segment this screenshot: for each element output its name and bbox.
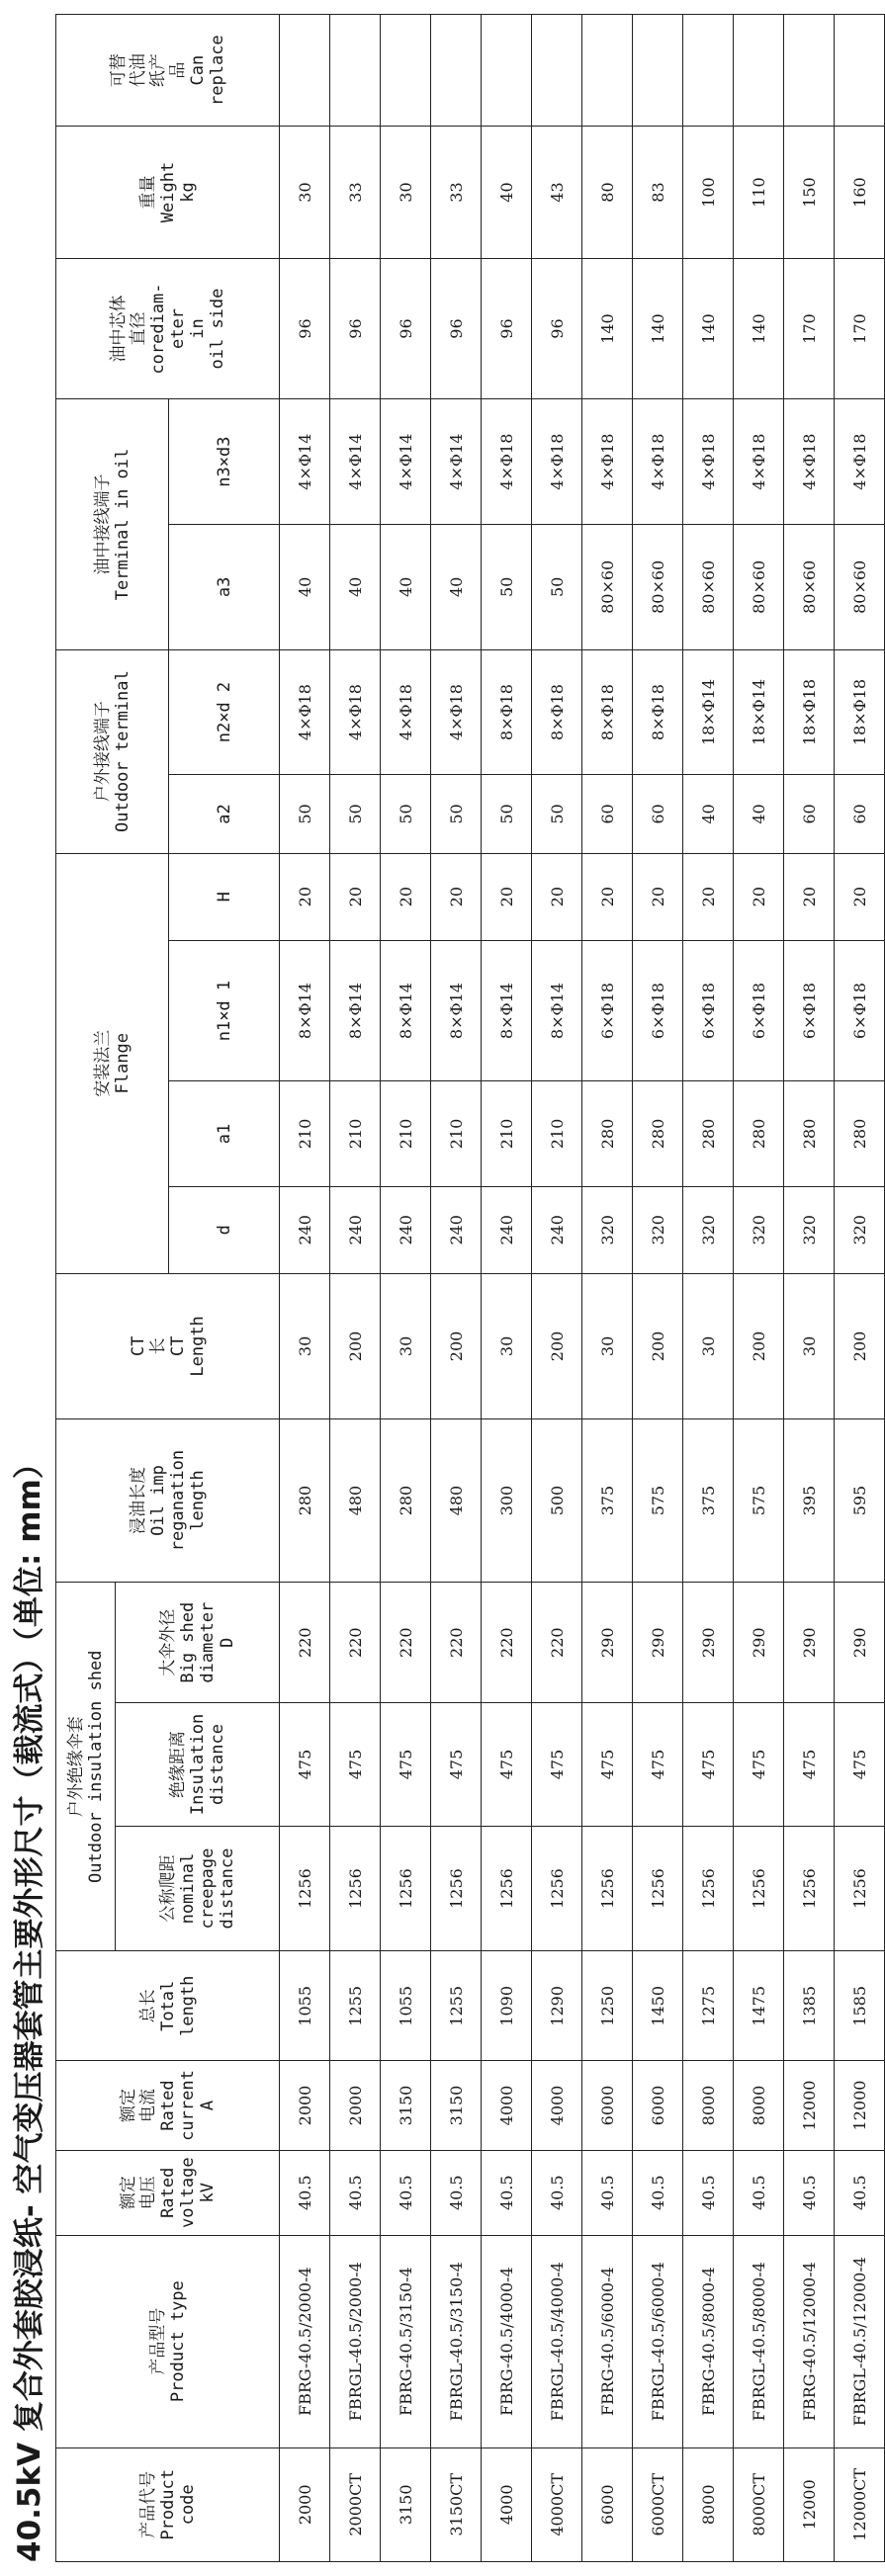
table-cell: 320 (683, 1186, 734, 1273)
table-cell: 6×Φ18 (633, 940, 683, 1081)
table-cell: 375 (582, 1418, 633, 1582)
table-cell: 220 (330, 1583, 381, 1703)
table-cell: 12000 (784, 2447, 835, 2561)
table-cell: 1255 (330, 1951, 381, 2061)
table-cell: 4×Φ14 (431, 399, 482, 525)
header-rated-voltage: 额定 电压 Rated voltage kV (56, 2150, 280, 2235)
table-cell: 1090 (482, 1951, 532, 2061)
table-cell: 6×Φ18 (734, 940, 784, 1081)
table-cell: 4×Φ18 (633, 399, 683, 525)
bushing-spec-table (55, 14, 885, 2562)
header-big-shed: 大伞外径 Big shed diameter D (116, 1583, 280, 1703)
table-cell: 1255 (431, 1951, 482, 2061)
table-cell (482, 15, 532, 127)
table-cell: 4×Φ18 (532, 399, 582, 525)
table-cell: 140 (582, 258, 633, 399)
table-cell: 4×Φ18 (381, 649, 431, 775)
table-cell: 1055 (280, 1951, 330, 2061)
table-cell: 3150CT (431, 2447, 482, 2561)
table-cell: 96 (532, 258, 582, 399)
table-cell: 4×Φ18 (784, 399, 835, 525)
table-cell: 80 (582, 127, 633, 258)
table-row (633, 15, 683, 2562)
table-cell: 8×Φ14 (280, 940, 330, 1081)
table-cell: 240 (280, 1186, 330, 1273)
table-cell: 280 (381, 1418, 431, 1582)
table-cell: 50 (280, 775, 330, 853)
table-cell: 8×Φ18 (482, 649, 532, 775)
table-cell: 475 (835, 1703, 885, 1826)
table-cell: 40.5 (683, 2150, 734, 2235)
header-flange-d: d (169, 1186, 280, 1273)
table-cell: 475 (280, 1703, 330, 1826)
table-cell: 20 (784, 853, 835, 940)
table-row (835, 15, 885, 2562)
table-cell (431, 15, 482, 127)
table-cell: 280 (835, 1081, 885, 1186)
header-creepage: 公称爬距 nominal creepage distance (116, 1826, 280, 1951)
table-cell: 1450 (633, 1951, 683, 2061)
table-cell: 2000 (330, 2061, 381, 2150)
table-cell (280, 15, 330, 127)
table-cell: 80×60 (835, 525, 885, 650)
table-cell: 210 (431, 1081, 482, 1186)
table-cell: 20 (431, 853, 482, 940)
table-cell: 4×Φ18 (482, 399, 532, 525)
table-cell: 20 (734, 853, 784, 940)
table-cell: 40.5 (734, 2150, 784, 2235)
table-cell: 50 (532, 525, 582, 650)
table-cell: 100 (683, 127, 734, 258)
table-cell: 140 (683, 258, 734, 399)
table-cell (784, 15, 835, 127)
table-cell: 2000CT (330, 2447, 381, 2561)
table-cell: 50 (482, 525, 532, 650)
table-cell: 220 (532, 1583, 582, 1703)
table-cell: 4×Φ18 (582, 399, 633, 525)
table-cell: 1055 (381, 1951, 431, 2061)
header-oil-terminal: 油中接线端子 Terminal in oil (56, 399, 169, 649)
header-outdoor-n2d2: n2×d 2 (169, 649, 280, 775)
table-cell: 8×Φ18 (633, 649, 683, 775)
table-cell: 8×Φ18 (582, 649, 633, 775)
table-cell: 290 (582, 1583, 633, 1703)
table-cell: 475 (582, 1703, 633, 1826)
table-cell: 8×Φ14 (381, 940, 431, 1081)
table-cell: 1256 (280, 1826, 330, 1951)
table-cell: 80×60 (582, 525, 633, 650)
table-cell: 4×Φ14 (280, 399, 330, 525)
table-cell (330, 15, 381, 127)
table-cell: 1256 (431, 1826, 482, 1951)
table-cell: FBRG-40.5/3150-4 (381, 2235, 431, 2447)
table-cell: 18×Φ14 (734, 649, 784, 775)
table-cell: 18×Φ18 (784, 649, 835, 775)
table-cell: 1256 (582, 1826, 633, 1951)
table-cell: 575 (633, 1418, 683, 1582)
table-cell: FBRGL-40.5/6000-4 (633, 2235, 683, 2447)
page-title: 40.5kV 复合外套胶浸纸- 空气变压器套管主要外形尺寸（载流式）（单位: mm） (12, 1448, 47, 2562)
table-cell: 475 (330, 1703, 381, 1826)
table-cell: 30 (784, 1273, 835, 1418)
table-cell: 6000 (582, 2061, 633, 2150)
table-cell: 20 (532, 853, 582, 940)
table-row (381, 15, 431, 2562)
table-cell: 30 (683, 1273, 734, 1418)
table-cell: 1256 (835, 1826, 885, 1951)
table-cell: 200 (734, 1273, 784, 1418)
table-cell: 320 (582, 1186, 633, 1273)
table-cell: 30 (280, 1273, 330, 1418)
table-cell: 8000CT (734, 2447, 784, 2561)
table-cell: 3150 (381, 2061, 431, 2150)
table-cell (734, 15, 784, 127)
table-cell: 40.5 (784, 2150, 835, 2235)
table-cell: 40.5 (582, 2150, 633, 2235)
table-cell: 210 (381, 1081, 431, 1186)
table-cell: 220 (280, 1583, 330, 1703)
table-row (784, 15, 835, 2562)
header-product-type: 产品型号 Product type (56, 2235, 280, 2447)
table-cell: 240 (431, 1186, 482, 1273)
table-cell: 18×Φ18 (835, 649, 885, 775)
table-row (532, 15, 582, 2562)
table-cell: 1385 (784, 1951, 835, 2061)
table-cell: 280 (633, 1081, 683, 1186)
table-cell: 40.5 (633, 2150, 683, 2235)
table-cell: 8×Φ18 (532, 649, 582, 775)
table-cell: 4×Φ14 (330, 399, 381, 525)
table-cell: 2000 (280, 2061, 330, 2150)
table-cell: 50 (482, 775, 532, 853)
table-cell: 40 (381, 525, 431, 650)
table-cell (381, 15, 431, 127)
table-cell: 43 (532, 127, 582, 258)
table-cell: 280 (784, 1081, 835, 1186)
header-oil-impregnation: 浸油长度 Oil imp reganation length (56, 1418, 280, 1582)
table-cell: 80×60 (683, 525, 734, 650)
header-product-code: 产品代号 Product code (56, 2447, 280, 2561)
table-cell: 4000CT (532, 2447, 582, 2561)
header-oil-n3d3: n3×d3 (169, 399, 280, 525)
table-cell: 1475 (734, 1951, 784, 2061)
table-cell: 8000 (683, 2447, 734, 2561)
table-cell: 50 (532, 775, 582, 853)
table-cell: 475 (633, 1703, 683, 1826)
table-cell: 1256 (683, 1826, 734, 1951)
table-cell: 80×60 (734, 525, 784, 650)
header-outdoor-terminal: 户外接线端子 Outdoor terminal (56, 649, 169, 853)
table-cell: 96 (482, 258, 532, 399)
table-cell: FBRGL-40.5/12000-4 (835, 2235, 885, 2447)
table-cell: 60 (784, 775, 835, 853)
table-cell: 3150 (381, 2447, 431, 2561)
header-weight: 重量 Weight kg (56, 127, 280, 258)
header-flange: 安装法兰 Flange (56, 853, 169, 1273)
table-row (683, 15, 734, 2562)
table-cell: 8000 (734, 2061, 784, 2150)
table-cell: 8×Φ14 (532, 940, 582, 1081)
table-cell: 140 (734, 258, 784, 399)
table-row (582, 15, 633, 2562)
table-cell: 8×Φ14 (431, 940, 482, 1081)
table-cell: 4×Φ18 (280, 649, 330, 775)
header-core-diameter: 油中芯体 直径 corediam- eter in oil side (56, 258, 280, 399)
table-cell: 1290 (532, 1951, 582, 2061)
table-cell: 60 (633, 775, 683, 853)
table-cell: 290 (835, 1583, 885, 1703)
table-cell: 1256 (482, 1826, 532, 1951)
table-cell: 475 (381, 1703, 431, 1826)
table-cell: 575 (734, 1418, 784, 1582)
table-cell: 12000 (784, 2061, 835, 2150)
table-cell: 395 (784, 1418, 835, 1582)
table-cell: 96 (431, 258, 482, 399)
table-cell: 12000 (835, 2061, 885, 2150)
table-cell: FBRGL-40.5/8000-4 (734, 2235, 784, 2447)
table-cell: 240 (482, 1186, 532, 1273)
table-cell: 500 (532, 1418, 582, 1582)
header-rated-current: 额定 电流 Rated current A (56, 2061, 280, 2150)
table-cell: 475 (784, 1703, 835, 1826)
table-cell: 20 (280, 853, 330, 940)
table-cell: 8000 (683, 2061, 734, 2150)
table-cell: 475 (431, 1703, 482, 1826)
table-cell: FBRGL-40.5/4000-4 (532, 2235, 582, 2447)
table-cell: 280 (683, 1081, 734, 1186)
table-cell: 96 (330, 258, 381, 399)
table-cell (532, 15, 582, 127)
table-cell: 40 (280, 525, 330, 650)
table-cell: 150 (784, 127, 835, 258)
table-cell: 1256 (330, 1826, 381, 1951)
table-cell: 210 (482, 1081, 532, 1186)
table-cell: 60 (835, 775, 885, 853)
table-cell: 40 (330, 525, 381, 650)
table-cell: 83 (633, 127, 683, 258)
table-cell: FBRGL-40.5/2000-4 (330, 2235, 381, 2447)
table-cell: 4×Φ18 (683, 399, 734, 525)
table-cell: 320 (784, 1186, 835, 1273)
header-oil-a3: a3 (169, 525, 280, 650)
table-cell: 20 (582, 853, 633, 940)
table-cell: 6000 (582, 2447, 633, 2561)
table-cell: 1250 (582, 1951, 633, 2061)
header-outdoor-shed: 户外绝缘伞套 Outdoor insulation shed (56, 1583, 116, 1951)
header-total-length: 总长 Total length (56, 1951, 280, 2061)
table-cell: 1256 (784, 1826, 835, 1951)
table-cell (683, 15, 734, 127)
table-cell: 4×Φ18 (330, 649, 381, 775)
table-cell: 1256 (734, 1826, 784, 1951)
table-cell: 320 (835, 1186, 885, 1273)
table-cell: 200 (431, 1273, 482, 1418)
table-cell: 96 (280, 258, 330, 399)
table-cell: 50 (381, 775, 431, 853)
table-cell: 280 (582, 1081, 633, 1186)
table-cell: 200 (532, 1273, 582, 1418)
table-cell: 20 (330, 853, 381, 940)
table-cell: 50 (330, 775, 381, 853)
table-body (280, 15, 885, 2562)
table-cell: 40 (734, 775, 784, 853)
table-cell (835, 15, 885, 127)
table-cell: 40.5 (532, 2150, 582, 2235)
table-cell: 40.5 (280, 2150, 330, 2235)
table-cell: 30 (381, 1273, 431, 1418)
table-cell: 220 (482, 1583, 532, 1703)
table-cell: 210 (532, 1081, 582, 1186)
table-cell: 240 (532, 1186, 582, 1273)
table-cell: 200 (633, 1273, 683, 1418)
table-cell: 280 (734, 1081, 784, 1186)
table-cell: 6×Φ18 (683, 940, 734, 1081)
table-cell: 40 (482, 127, 532, 258)
table-cell: 30 (280, 127, 330, 258)
table-cell: 8×Φ14 (482, 940, 532, 1081)
table-cell: 4×Φ18 (835, 399, 885, 525)
table-cell: 40.5 (482, 2150, 532, 2235)
table-cell: 4×Φ18 (431, 649, 482, 775)
table-cell: 320 (734, 1186, 784, 1273)
header-insulation-distance: 绝缘距离 Insulation distance (116, 1703, 280, 1826)
table-cell (633, 15, 683, 127)
table-cell: FBRG-40.5/12000-4 (784, 2235, 835, 2447)
table-cell: 1275 (683, 1951, 734, 2061)
table-row (330, 15, 381, 2562)
table-cell: 4×Φ14 (381, 399, 431, 525)
table-cell: 480 (330, 1418, 381, 1582)
table-cell: 6×Φ18 (582, 940, 633, 1081)
table-row (280, 15, 330, 2562)
table-cell: 280 (280, 1418, 330, 1582)
table-cell: FBRGL-40.5/3150-4 (431, 2235, 482, 2447)
table-cell: 6000 (633, 2061, 683, 2150)
table-cell: 8×Φ14 (330, 940, 381, 1081)
table-cell: FBRG-40.5/6000-4 (582, 2235, 633, 2447)
table-cell: 290 (683, 1583, 734, 1703)
table-cell: 475 (734, 1703, 784, 1826)
table-cell: 240 (330, 1186, 381, 1273)
table-cell: 30 (482, 1273, 532, 1418)
table-cell: 50 (431, 775, 482, 853)
table-cell: 3150 (431, 2061, 482, 2150)
table-cell: 4000 (482, 2447, 532, 2561)
table-cell: 320 (633, 1186, 683, 1273)
table-cell: 96 (381, 258, 431, 399)
table-row (734, 15, 784, 2562)
header-replace: 可替 代油 纸产 品 Can replace (56, 15, 280, 127)
table-row (482, 15, 532, 2562)
table-cell: 4000 (482, 2061, 532, 2150)
table-cell: 290 (784, 1583, 835, 1703)
table-cell: 140 (633, 258, 683, 399)
table-cell: 220 (381, 1583, 431, 1703)
header-flange-n1d1: n1×d 1 (169, 940, 280, 1081)
table-cell (582, 15, 633, 127)
table-cell: 4000 (532, 2061, 582, 2150)
table-cell: 170 (784, 258, 835, 399)
table-cell: 475 (482, 1703, 532, 1826)
table-cell: 40 (431, 525, 482, 650)
table-cell: FBRG-40.5/8000-4 (683, 2235, 734, 2447)
table-row (431, 15, 482, 2562)
table-cell: 40.5 (431, 2150, 482, 2235)
table-cell: 290 (734, 1583, 784, 1703)
table-cell: 20 (633, 853, 683, 940)
table-cell: 1585 (835, 1951, 885, 2061)
table-cell: 595 (835, 1418, 885, 1582)
table-cell: 200 (330, 1273, 381, 1418)
table-cell: 30 (381, 127, 431, 258)
table-cell: 80×60 (784, 525, 835, 650)
table-cell: 1256 (381, 1826, 431, 1951)
table-cell: 6×Φ18 (835, 940, 885, 1081)
table-cell: 160 (835, 127, 885, 258)
table-cell: 20 (381, 853, 431, 940)
table-cell: 40 (683, 775, 734, 853)
table-cell: 110 (734, 127, 784, 258)
table-header (56, 15, 280, 2562)
table-cell: 40.5 (835, 2150, 885, 2235)
table-cell: 4×Φ18 (734, 399, 784, 525)
table-cell: 40.5 (381, 2150, 431, 2235)
table-cell: 2000 (280, 2447, 330, 2561)
table-cell: 6×Φ18 (784, 940, 835, 1081)
table-cell: 1256 (633, 1826, 683, 1951)
table-cell: 12000CT (835, 2447, 885, 2561)
table-cell: 20 (835, 853, 885, 940)
table-cell: 20 (482, 853, 532, 940)
table-cell: 33 (431, 127, 482, 258)
table-cell: 210 (330, 1081, 381, 1186)
table-cell: FBRG-40.5/4000-4 (482, 2235, 532, 2447)
table-cell: 210 (280, 1081, 330, 1186)
table-cell: FBRG-40.5/2000-4 (280, 2235, 330, 2447)
table-cell: 220 (431, 1583, 482, 1703)
header-ct-length: CT 长 CT Length (56, 1273, 280, 1418)
table-cell: 300 (482, 1418, 532, 1582)
table-cell: 200 (835, 1273, 885, 1418)
header-flange-a1: a1 (169, 1081, 280, 1186)
table-cell: 40.5 (330, 2150, 381, 2235)
table-cell: 375 (683, 1418, 734, 1582)
table-cell: 18×Φ14 (683, 649, 734, 775)
table-cell: 170 (835, 258, 885, 399)
table-cell: 60 (582, 775, 633, 853)
table-cell: 290 (633, 1583, 683, 1703)
table-cell: 80×60 (633, 525, 683, 650)
table-cell: 475 (683, 1703, 734, 1826)
table-cell: 20 (683, 853, 734, 940)
table-cell: 480 (431, 1418, 482, 1582)
table-cell: 6000CT (633, 2447, 683, 2561)
table-cell: 30 (582, 1273, 633, 1418)
header-flange-h: H (169, 853, 280, 940)
table-cell: 475 (532, 1703, 582, 1826)
table-cell: 33 (330, 127, 381, 258)
header-outdoor-a2: a2 (169, 775, 280, 853)
table-cell: 1256 (532, 1826, 582, 1951)
table-cell: 240 (381, 1186, 431, 1273)
